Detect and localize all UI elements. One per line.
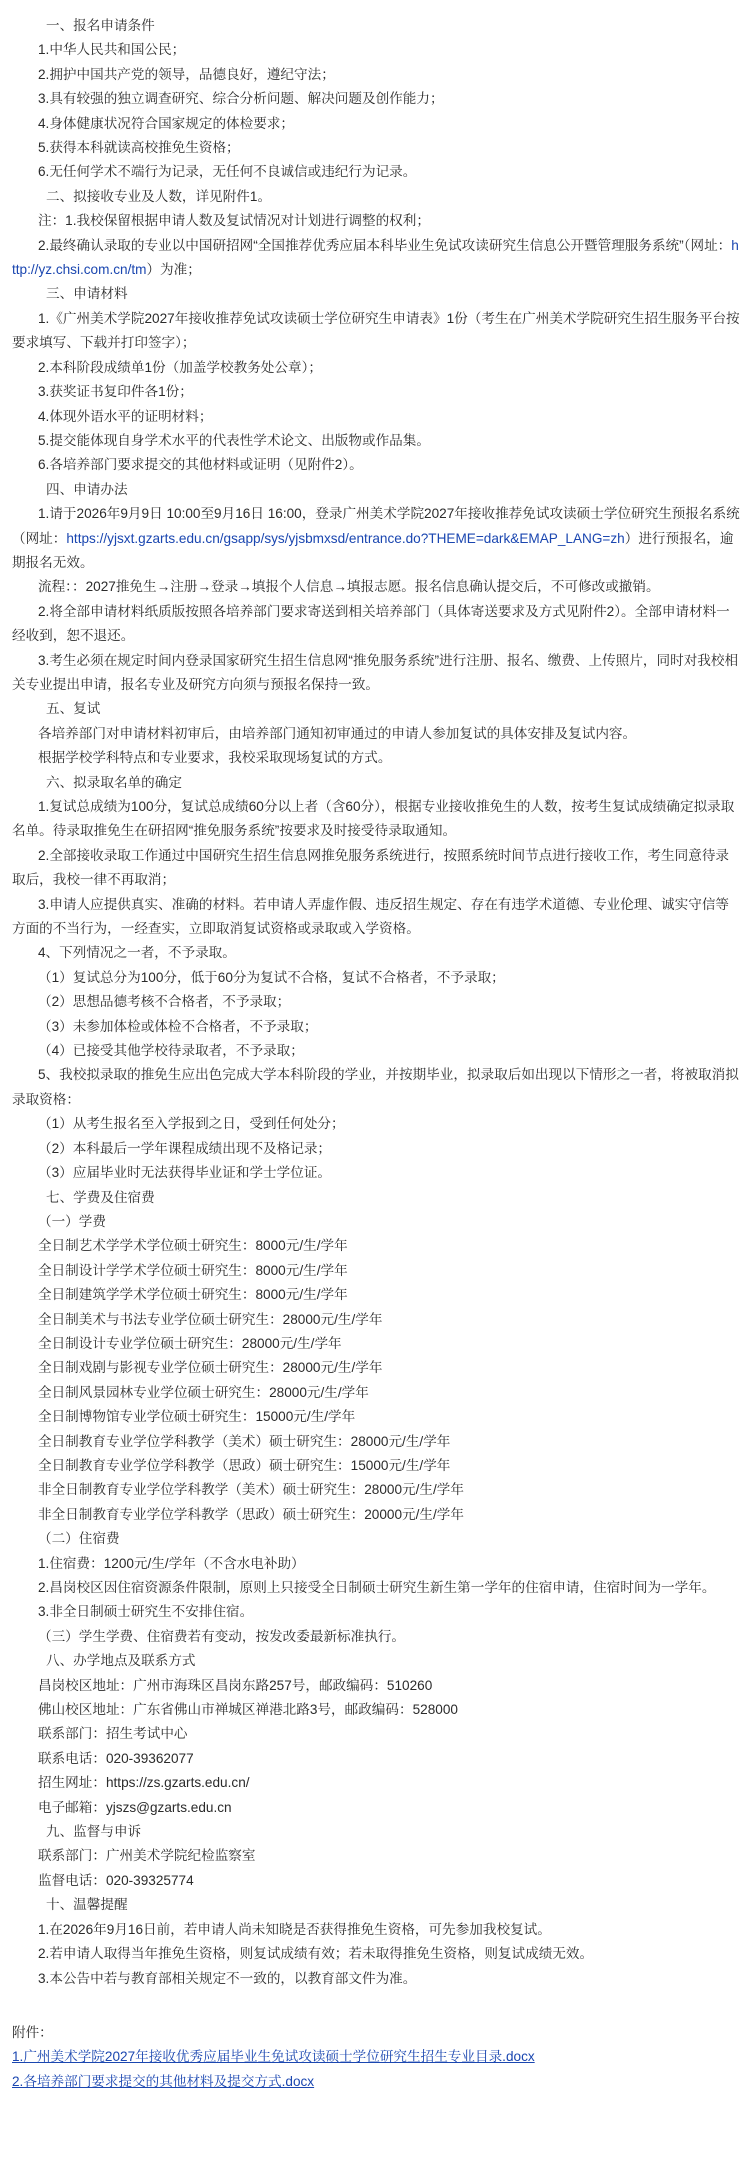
paragraph-text: 3.获奖证书复印件各1份； bbox=[38, 384, 193, 400]
paragraph bbox=[12, 1747, 741, 1771]
paragraph-text: （2）思想品德考核不合格者，不予录取； bbox=[38, 994, 291, 1010]
paragraph bbox=[12, 1771, 741, 1795]
paragraph bbox=[12, 209, 741, 233]
paragraph bbox=[12, 1308, 741, 1332]
attachment-link-1-text[interactable]: 1.广州美术学院2027年接收优秀应届毕业生免试攻读硕士学位研究生招生专业目录.docx bbox=[12, 2049, 535, 2065]
section-heading bbox=[12, 697, 741, 721]
paragraph-text: 流程：：2027推免生→注册→登录→填报个人信息→填报志愿。报名信息确认提交后，不可修改或撤销。 bbox=[38, 579, 660, 595]
paragraph-text: 1.中华人民共和国公民； bbox=[38, 42, 186, 58]
paragraph bbox=[12, 87, 741, 111]
paragraph bbox=[12, 38, 741, 62]
paragraph-text: 3.考生必须在规定时间内登录国家研究生招生信息网“推免服务系统”进行注册、报名、缴费、上传照片，同时对我校相关专业提出申请，报名专业及研究方向须与预报名保持一致。 bbox=[12, 652, 739, 692]
paragraph-text: （一）学费 bbox=[38, 1213, 106, 1229]
paragraph bbox=[12, 941, 741, 965]
paragraph bbox=[12, 429, 741, 453]
paragraph bbox=[12, 1405, 741, 1429]
paragraph-text: 六、拟录取名单的确定 bbox=[46, 774, 182, 790]
paragraph-text: （4）已接受其他学校待录取者，不予录取； bbox=[38, 1043, 304, 1059]
paragraph bbox=[12, 502, 741, 575]
paragraph bbox=[12, 1967, 741, 1991]
paragraph-text: （1）从考生报名至入学报到之日，受到任何处分； bbox=[38, 1116, 345, 1132]
paragraph-text: 五、复试 bbox=[46, 701, 101, 717]
section-heading bbox=[12, 771, 741, 795]
paragraph bbox=[12, 746, 741, 770]
paragraph-text: ）进行预报名，逾期报名无效。 bbox=[12, 530, 734, 570]
spacer bbox=[12, 1991, 741, 2021]
paragraph bbox=[12, 1503, 741, 1527]
paragraph-text: 4、下列情况之一者，不予录取。 bbox=[38, 945, 236, 961]
paragraph bbox=[12, 722, 741, 746]
paragraph bbox=[12, 966, 741, 990]
paragraph-text: 全日制设计专业学位硕士研究生：28000元/生/学年 bbox=[38, 1335, 342, 1351]
paragraph-text: 1.复试总成绩为100分，复试总成绩60分以上者（含60分），根据专业接收推免生的人数，按考生复试成绩确定拟录取名单。待录取推免生在研招网“推免服务系统”按要求及时接受待录取通知。 bbox=[12, 799, 735, 839]
section-heading bbox=[12, 282, 741, 306]
paragraph-text: 2.若申请人取得当年推免生资格，则复试成绩有效；若未取得推免生资格，则复试成绩无效。 bbox=[38, 1946, 594, 1962]
paragraph-text: 注：1.我校保留根据申请人数及复试情况对计划进行调整的权利； bbox=[38, 213, 430, 229]
paragraph bbox=[12, 1381, 741, 1405]
paragraph bbox=[12, 1039, 741, 1063]
url-link[interactable]: http://yz.chsi.com.cn/tm bbox=[12, 237, 739, 278]
paragraph-text: 昌岗校区地址：广州市海珠区昌岗东路257号，邮政编码：510260 bbox=[38, 1677, 433, 1693]
paragraph bbox=[12, 1942, 741, 1966]
paragraph bbox=[12, 893, 741, 942]
paragraph bbox=[12, 1015, 741, 1039]
paragraph-text: 监督电话：020-39325774 bbox=[38, 1872, 194, 1888]
paragraph bbox=[12, 844, 741, 893]
paragraph-text: 6.各培养部门要求提交的其他材料或证明（见附件2）。 bbox=[38, 457, 363, 473]
paragraph bbox=[12, 63, 741, 87]
paragraph-text: 全日制美术与书法专业学位硕士研究生：28000元/生/学年 bbox=[38, 1311, 383, 1327]
paragraph-text: 招生网址：https://zs.gzarts.edu.cn/ bbox=[38, 1775, 250, 1791]
paragraph bbox=[12, 234, 741, 283]
paragraph-text: 一、报名申请条件 bbox=[46, 18, 155, 33]
paragraph-text: 全日制教育专业学位学科教学（美术）硕士研究生：28000元/生/学年 bbox=[38, 1433, 451, 1449]
section-heading bbox=[12, 1649, 741, 1673]
paragraph-text: 四、申请办法 bbox=[46, 481, 128, 497]
paragraph-text: （1）复试总分为100分，低于60分为复试不合格，复试不合格者，不予录取； bbox=[38, 969, 505, 985]
paragraph bbox=[12, 1796, 741, 1820]
paragraph-text: 非全日制教育专业学位学科教学（思政）硕士研究生：20000元/生/学年 bbox=[38, 1506, 464, 1522]
paragraph bbox=[12, 795, 741, 844]
paragraph bbox=[12, 1356, 741, 1380]
paragraph bbox=[12, 1527, 741, 1551]
paragraph-text: 6.无任何学术不端行为记录，无任何不良诚信或违纪行为记录。 bbox=[38, 164, 417, 180]
paragraph-text: 1.住宿费：1200元/生/学年（不含水电补助） bbox=[38, 1555, 305, 1571]
paragraph-text: 3.非全日制硕士研究生不安排住宿。 bbox=[38, 1604, 254, 1620]
paragraph-text: 联系电话：020-39362077 bbox=[38, 1750, 194, 1766]
paragraph bbox=[12, 1722, 741, 1746]
paragraph bbox=[12, 1552, 741, 1576]
paragraph-text: 十、温馨提醒 bbox=[46, 1897, 128, 1913]
section-heading bbox=[12, 185, 741, 209]
paragraph-text: 九、监督与申诉 bbox=[46, 1824, 142, 1840]
paragraph-text: 八、办学地点及联系方式 bbox=[46, 1653, 196, 1669]
paragraph bbox=[12, 1112, 741, 1136]
paragraph bbox=[12, 1234, 741, 1258]
paragraph-text: 3.申请人应提供真实、准确的材料。若申请人弄虚作假、违反招生规定、存在有违学术道德、专业伦理、诚实守信等方面的不当行为，一经查实，立即取消复试资格或录取或入学资格。 bbox=[12, 896, 730, 937]
paragraph bbox=[12, 1137, 741, 1161]
paragraph-text: 佛山校区地址：广东省佛山市禅城区禅港北路3号，邮政编码：528000 bbox=[38, 1702, 458, 1718]
paragraph bbox=[12, 453, 741, 477]
paragraph-text: 非全日制教育专业学位学科教学（美术）硕士研究生：28000元/生/学年 bbox=[38, 1482, 464, 1498]
section-heading bbox=[12, 14, 741, 38]
paragraph bbox=[12, 1625, 741, 1649]
paragraph-text: 4.身体健康状况符合国家规定的体检要求； bbox=[38, 115, 295, 131]
paragraph bbox=[12, 1161, 741, 1185]
paragraph bbox=[12, 1674, 741, 1698]
paragraph bbox=[12, 1430, 741, 1454]
paragraph bbox=[12, 380, 741, 404]
paragraph-text: （3）未参加体检或体检不合格者，不予录取； bbox=[38, 1018, 318, 1034]
paragraph-text: 全日制建筑学学术学位硕士研究生：8000元/生/学年 bbox=[38, 1287, 348, 1303]
paragraph-text: 5.获得本科就读高校推免生资格； bbox=[38, 140, 240, 156]
paragraph bbox=[12, 1332, 741, 1356]
paragraph-text: 全日制设计学学术学位硕士研究生：8000元/生/学年 bbox=[38, 1262, 348, 1278]
paragraph-text: 1.《广州美术学院2027年接收推荐免试攻读硕士学位研究生申请表》1份（考生在广州美术学院研究生招生服务平台按要求填写、下载并打印签字）； bbox=[12, 310, 740, 351]
section-heading bbox=[12, 1893, 741, 1917]
paragraph-text: 1.在2026年9月16日前，若申请人尚未知晓是否获得推免生资格，可先参加我校复试。 bbox=[38, 1921, 551, 1937]
paragraph-text: 三、申请材料 bbox=[46, 286, 128, 302]
paragraph-text: （2）本科最后一学年课程成绩出现不及格记录； bbox=[38, 1140, 332, 1156]
paragraph bbox=[12, 649, 741, 698]
paragraph bbox=[12, 1600, 741, 1624]
paragraph-text: 2.最终确认录取的专业以中国研招网“全国推荐优秀应届本科毕业生免试攻读研究生信息公开暨管理服务系统”（网址： bbox=[38, 237, 732, 253]
paragraph-text: 5、我校拟录取的推免生应出色完成大学本科阶段的学业，并按期毕业，拟录取后如出现以下情形之一者，将被取消拟录取资格： bbox=[12, 1067, 739, 1107]
paragraph bbox=[12, 600, 741, 649]
paragraph bbox=[12, 307, 741, 356]
paragraph-text: 七、学费及住宿费 bbox=[46, 1189, 155, 1205]
paragraph-text: 全日制教育专业学位学科教学（思政）硕士研究生：15000元/生/学年 bbox=[38, 1457, 451, 1473]
paragraph-text: 2.本科阶段成绩单1份（加盖学校教务处公章）； bbox=[38, 359, 322, 375]
paragraph bbox=[12, 575, 741, 599]
paragraph-text: 联系部门：招生考试中心 bbox=[38, 1726, 188, 1742]
section-heading bbox=[12, 1820, 741, 1844]
paragraph-text: 电子邮箱：yjszs@gzarts.edu.cn bbox=[38, 1799, 232, 1815]
paragraph bbox=[12, 1210, 741, 1234]
paragraph-text: 联系部门：广州美术学院纪检监察室 bbox=[38, 1848, 256, 1864]
paragraph bbox=[12, 1918, 741, 1942]
url-link[interactable]: https://yjsxt.gzarts.edu.cn/gsapp/sys/yjsbmxsd/entrance.do?THEME=dark&EMAP_LANG=zh bbox=[66, 530, 625, 546]
paragraph-text: （三）学生学费、住宿费若有变动，按发改委最新标准执行。 bbox=[38, 1628, 406, 1644]
paragraph-text: 5.提交能体现自身学术水平的代表性学术论文、出版物或作品集。 bbox=[38, 432, 430, 448]
attachments-heading: 附件： bbox=[12, 2024, 53, 2040]
paragraph bbox=[12, 1869, 741, 1893]
paragraph-text: 3.具有较强的独立调查研究、综合分析问题、解决问题及创作能力； bbox=[38, 91, 444, 107]
paragraph-text: 各培养部门对申请材料初审后，由培养部门通知初审通过的申请人参加复试的具体安排及复试内容。 bbox=[38, 725, 637, 741]
paragraph-text: 全日制风景园林专业学位硕士研究生：28000元/生/学年 bbox=[38, 1384, 369, 1400]
paragraph-text: 2.拥护中国共产党的领导，品德良好，遵纪守法； bbox=[38, 66, 335, 82]
paragraph bbox=[12, 136, 741, 160]
paragraph bbox=[12, 405, 741, 429]
paragraph-text: 全日制艺术学学术学位硕士研究生：8000元/生/学年 bbox=[38, 1238, 348, 1254]
attachment-link-2-text[interactable]: 2.各培养部门要求提交的其他材料及提交方式.docx bbox=[12, 2073, 315, 2089]
paragraph-text: （二）住宿费 bbox=[38, 1531, 120, 1547]
paragraph bbox=[12, 1283, 741, 1307]
paragraph bbox=[12, 1063, 741, 1112]
paragraph-text: 全日制戏剧与影视专业学位硕士研究生：28000元/生/学年 bbox=[38, 1360, 383, 1376]
paragraph-text: 3.本公告中若与教育部相关规定不一致的，以教育部文件为准。 bbox=[38, 1970, 417, 1986]
paragraph-text: 1.请于2026年9月9日 10:00至9月16日 16:00，登录广州美术学院2027年接收推荐免试攻读硕士学位研究生预报名系统（网址： bbox=[12, 506, 740, 546]
paragraph-text: ）为准； bbox=[146, 262, 201, 278]
section-heading bbox=[12, 478, 741, 502]
paragraph bbox=[12, 1844, 741, 1868]
attachment-link-2[interactable] bbox=[12, 2070, 741, 2094]
paragraph bbox=[12, 1576, 741, 1600]
paragraph-text: 2.将全部申请材料纸质版按照各培养部门要求寄送到相关培养部门（具体寄送要求及方式见附件2）。全部申请材料一经收到，恕不退还。 bbox=[12, 603, 730, 644]
paragraph bbox=[12, 990, 741, 1014]
paragraph bbox=[12, 160, 741, 184]
paragraph bbox=[12, 356, 741, 380]
paragraph bbox=[12, 1478, 741, 1502]
attachment-link-1[interactable] bbox=[12, 2045, 741, 2069]
paragraph bbox=[12, 112, 741, 136]
paragraph bbox=[12, 1698, 741, 1722]
paragraph-text: 4.体现外语水平的证明材料； bbox=[38, 408, 213, 424]
paragraph-text: 二、拟接收专业及人数，详见附件1。 bbox=[46, 188, 272, 204]
announcement-body bbox=[12, 14, 741, 1991]
paragraph bbox=[12, 1259, 741, 1283]
paragraph-text: （3）应届毕业时无法获得毕业证和学士学位证。 bbox=[38, 1165, 332, 1181]
section-heading bbox=[12, 1186, 741, 1210]
paragraph-text: 全日制博物馆专业学位硕士研究生：15000元/生/学年 bbox=[38, 1409, 356, 1425]
paragraph-text: 2.昌岗校区因住宿资源条件限制，原则上只接受全日制硕士研究生新生第一学年的住宿申请，住宿时间为一学年。 bbox=[38, 1580, 716, 1595]
paragraph-text: 2.全部接收录取工作通过中国研究生招生信息网推免服务系统进行，按照系统时间节点进行接收工作，考生同意待录取后，我校一律不再取消； bbox=[12, 847, 730, 888]
paragraph-text: 根据学校学科特点和专业要求，我校采取现场复试的方式。 bbox=[38, 750, 392, 766]
paragraph bbox=[12, 1454, 741, 1478]
